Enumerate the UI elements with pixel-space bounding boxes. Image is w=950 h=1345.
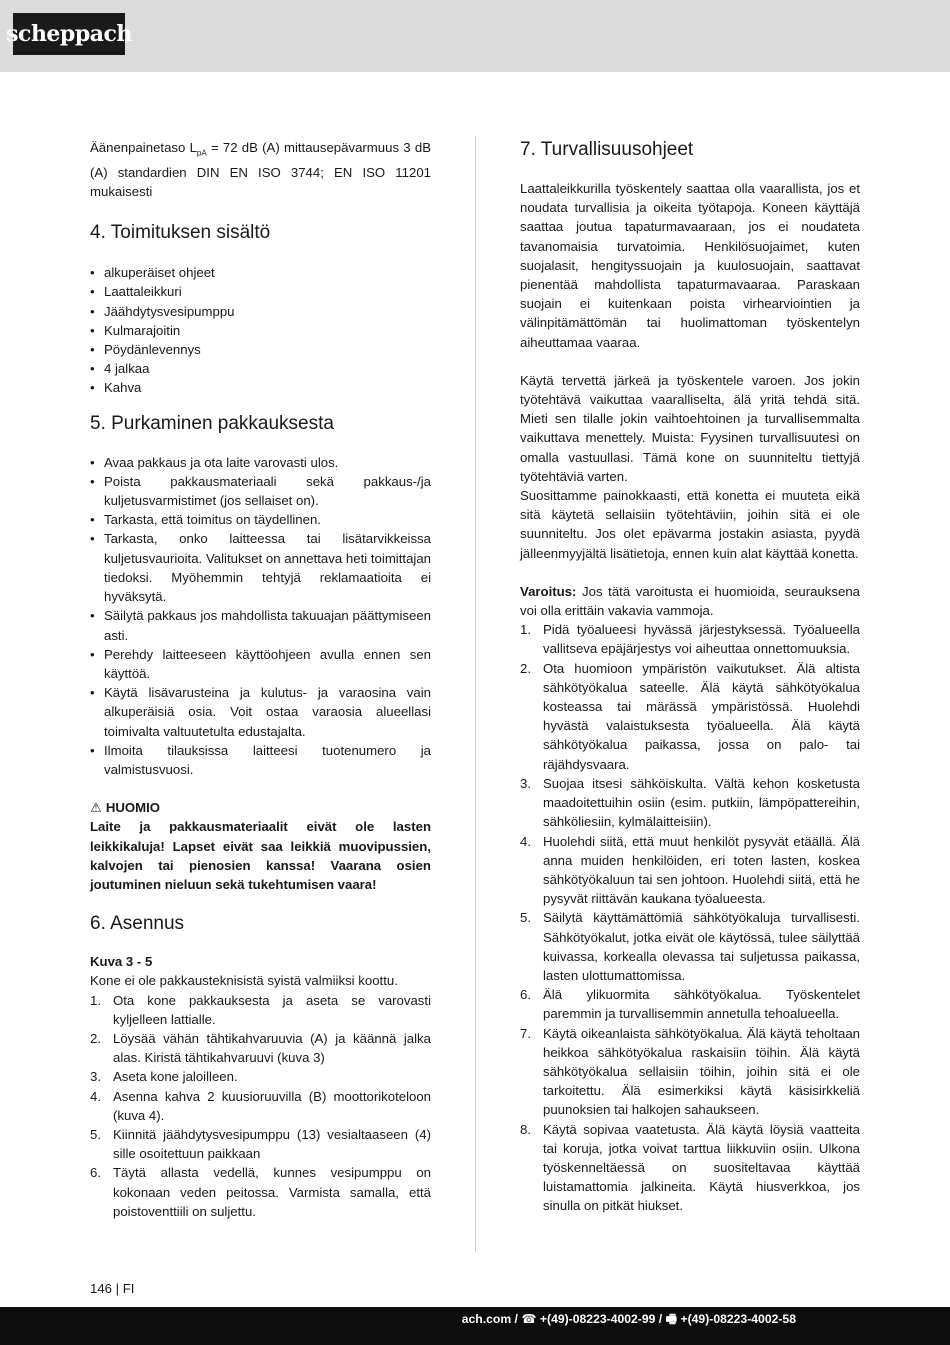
list-item: • Laattaleikkuri xyxy=(90,282,431,301)
assembly-intro: Kone ei ole pakkausteknisistä syistä valmiiksi koottu. xyxy=(90,973,398,989)
list-item: 1. Pidä työalueesi hyvässä järjestyksessä. Työalueella vallitseva epäjärjestys voi aiheuttaa onnettomuuksia. xyxy=(520,622,860,657)
notice-title: ⚠ HUOMIO xyxy=(90,800,161,816)
list-item: • alkuperäiset ohjeet xyxy=(90,263,431,282)
list-item: • Säilytä pakkaus jos mahdollista takuuajan päättymiseen asti. xyxy=(90,606,431,644)
list-item: • Jäähdytysvesipumppu xyxy=(90,302,431,321)
unpacking-list xyxy=(90,453,431,779)
assembly-steps xyxy=(90,991,431,1221)
safety-paragraph-3: Suosittamme painokkaasti, että konetta ei muuteta eikä sitä käytetä sellaisiin työtehtäviin, joihin sitä ei ole suunniteltu. Jos olet epävarma jostakin asiasta, pyydä jälleenmyyjältä lisätietoja, ennen kuin alat käyttää konetta. xyxy=(520,488,860,561)
list-item: 6. Älä ylikuormita sähkötyökalua. Työskentelet paremmin ja turvallisemmin annetulla tehoalueella. xyxy=(520,987,860,1022)
list-item: 8. Käytä sopivaa vaatetusta. Älä käytä löysiä vaatteita tai koruja, jotka voivat tarttua liikkuviin osiin. Ulkona työskenneltäessä on suositeltavaa käyttää luistamattomia jalkineita. Käytä hiusverkkoa, jos sinulla on pitkät hiukset. xyxy=(520,1121,860,1214)
sound-pressure-text: Äänenpainetaso $L_{pA} = 72$ dB (A) mittausepävarmuus 3 dB (A) standardien DIN EN ISO 3744; EN ISO 11201 mukaisesti xyxy=(90,140,431,200)
list-item: 3. Suojaa itsesi sähköiskulta. Vältä kehon kosketusta maadoitettuihin osiin (esim. putkiin, lämpöpattereihin, sähköliesiin, kylmälaitteisiin). xyxy=(520,775,860,830)
section-5-heading: 5. Purkaminen pakkauksesta xyxy=(90,412,334,434)
list-item: • Poista pakkausmateriaali sekä pakkaus-/ja kuljetusvarmistimet (jos sellaiset on). xyxy=(90,472,431,510)
brand-logo: scheppach xyxy=(13,13,125,55)
list-item: • Kahva xyxy=(90,378,431,397)
section-4-heading: 4. Toimituksen sisältö xyxy=(90,222,271,244)
list-item: • Pöydänlevennys xyxy=(90,340,431,359)
page-number: 146 | FI xyxy=(90,1281,135,1296)
section-7-heading: 7. Turvallisuusohjeet xyxy=(520,139,694,160)
section-6-heading: 6. Asennus xyxy=(90,913,185,935)
list-item: • Avaa pakkaus ja ota laite varovasti ulos. xyxy=(90,453,431,472)
list-item: • Perehdy laitteeseen käyttöohjeen avulla ennen sen käyttöä. xyxy=(90,645,431,683)
list-item: 3. Aseta kone jaloilleen. xyxy=(90,1069,238,1085)
list-item: • Ilmoita tilauksissa laitteesi tuotenumero ja valmistusvuosi. xyxy=(90,741,431,779)
warning-icon: ⚠ xyxy=(90,800,102,816)
safety-paragraph-2: Käytä tervettä järkeä ja työskentele varoen. Jos jokin työtehtävä vaikuttaa vaaralliselta, älä yritä tehdä sitä. Mieti sen tilalle jokin vaihtoehtoinen ja turvallisemmalta vaikuttava menettely. Muista: Fyysinen turvallisuutesi on omalla vastuullasi. Tämä kone on suunniteltu tiettyjä työtehtäviä varten. xyxy=(520,372,860,484)
list-item: • Tarkasta, että toimitus on täydellinen. xyxy=(90,510,431,529)
list-item: • Tarkasta, onko laitteessa tai lisätarvikkeissa kuljetusvaurioita. Valitukset on annettava heti toimittajan tiedoksi. Myöhemmin tehtyjä reklamaatioita ei hyväksytä. xyxy=(90,529,431,606)
warning-paragraph: Varoitus: Jos tätä varoitusta ei huomioida, seurauksena voi olla erittäin vakavia vammoja. xyxy=(520,583,860,619)
notice-text: Laite ja pakkausmateriaalit eivät ole lasten leikkikaluja! Lapset eivät saa leikkiä muovipussien, kalvojen tai pienosien kanssa! Vaarana osien joutuminen nieluun sekä tukehtumisen vaara! xyxy=(90,819,431,892)
list-item: 1. Ota kone pakkauksesta ja aseta se varovasti kyljelleen lattialle. xyxy=(90,992,431,1027)
figure-reference: Kuva 3 - 5 xyxy=(90,954,153,970)
list-item: • Käytä lisävarusteina ja kulutus- ja varaosina vain alkuperäisiä osia. Voit ostaa varaosia alueellasi toimivalta valtuutetulta edustajalta. xyxy=(90,683,431,741)
safety-paragraph-1: Laattaleikkurilla työskentely saattaa olla vaarallista, jos et noudata turvallisia ja oikeita työtapoja. Koneen käyttäjä saattaa joutua tapaturmavaaraan, jos ei noudateta tavanomaisia turvatoimia. Henkilösuojaimet, kuten suojalasit, hengityssuojain ja kuulosuojain, saattavat pienentää mahdollista tapaturmavaaraa. Paraskaan suojain ei kuitenkaan poista virhearviointien ja välinpitämättömän tai huolimattoman työskentelyn aiheuttamaa vaaraa. xyxy=(520,181,860,350)
left-column xyxy=(90,138,431,1221)
footer-contact: ach.com / ☎ +(49)-08223-4002-99 / 🖷 +(49)-08223-4002-58 xyxy=(461,1312,796,1326)
right-column xyxy=(520,138,860,1216)
list-item: 5. Säilytä käyttämättömiä sähkötyökaluja turvallisesti. Sähkötyökalut, jotka eivät ole käytössä, tulee säilyttää kuivassa, korkealla olevassa tai suljetussa paikassa, lasten ulottumattomissa. xyxy=(520,910,860,983)
list-item: 2. Ota huomioon ympäristön vaikutukset. Älä altista sähkötyökalua sateelle. Älä käytä sähkötyökalua kosteassa tai märässä ympäristössä. Huolehdi hyvästä valaistuksesta työalueella. Älä käytä sähkötyökalua paikassa, jossa on palo- tai räjähdysvaara. xyxy=(520,660,860,772)
list-item: 7. Käytä oikeanlaista sähkötyökalua. Älä käytä teholtaan heikkoa sähkötyökalua raskaisiin töihin. Älä käytä sähkötyökalua sellaisiin töihin, joihin sitä ei ole tarkoitettu. Älä esimerkiksi käytä käsisirkkeliä puunoksien tai halkojen sahaukseen. xyxy=(520,1025,860,1118)
delivery-contents-list xyxy=(90,263,431,397)
list-item: 2. Löysää vähän tähtikahvaruuvia (A) ja käännä jalka alas. Kiristä tähtikahvaruuvi (kuva 3) xyxy=(90,1030,431,1066)
list-item: • 4 jalkaa xyxy=(90,359,431,378)
header-band xyxy=(0,0,950,72)
list-item: 6. Täytä allasta vedellä, kunnes vesipumppu on kokonaan veden peitossa. Varmista samalla, että poistoventtiili on suljettu. xyxy=(90,1165,431,1219)
list-item: 5. Kiinnitä jäähdytysvesipumppu (13) vesialtaaseen (4) sille osoitettuun paikkaan xyxy=(90,1126,431,1162)
list-item: 4. Huolehdi siitä, että muut henkilöt pysyvät etäällä. Älä anna muiden henkilöiden, eri toten lasten, koskea sähkötyökaluun tai sen johtoon. Huolehdi siitä, että he pysyvät riittävän kaukana työalueesta. xyxy=(520,833,860,907)
list-item: 4. Asenna kahva 2 kuusioruuvilla (B) moottorikoteloon (kuva 4). xyxy=(90,1088,431,1123)
list-item: • Kulmarajoitin xyxy=(90,321,431,340)
column-divider xyxy=(475,136,476,1252)
safety-rules-list xyxy=(520,620,860,1215)
